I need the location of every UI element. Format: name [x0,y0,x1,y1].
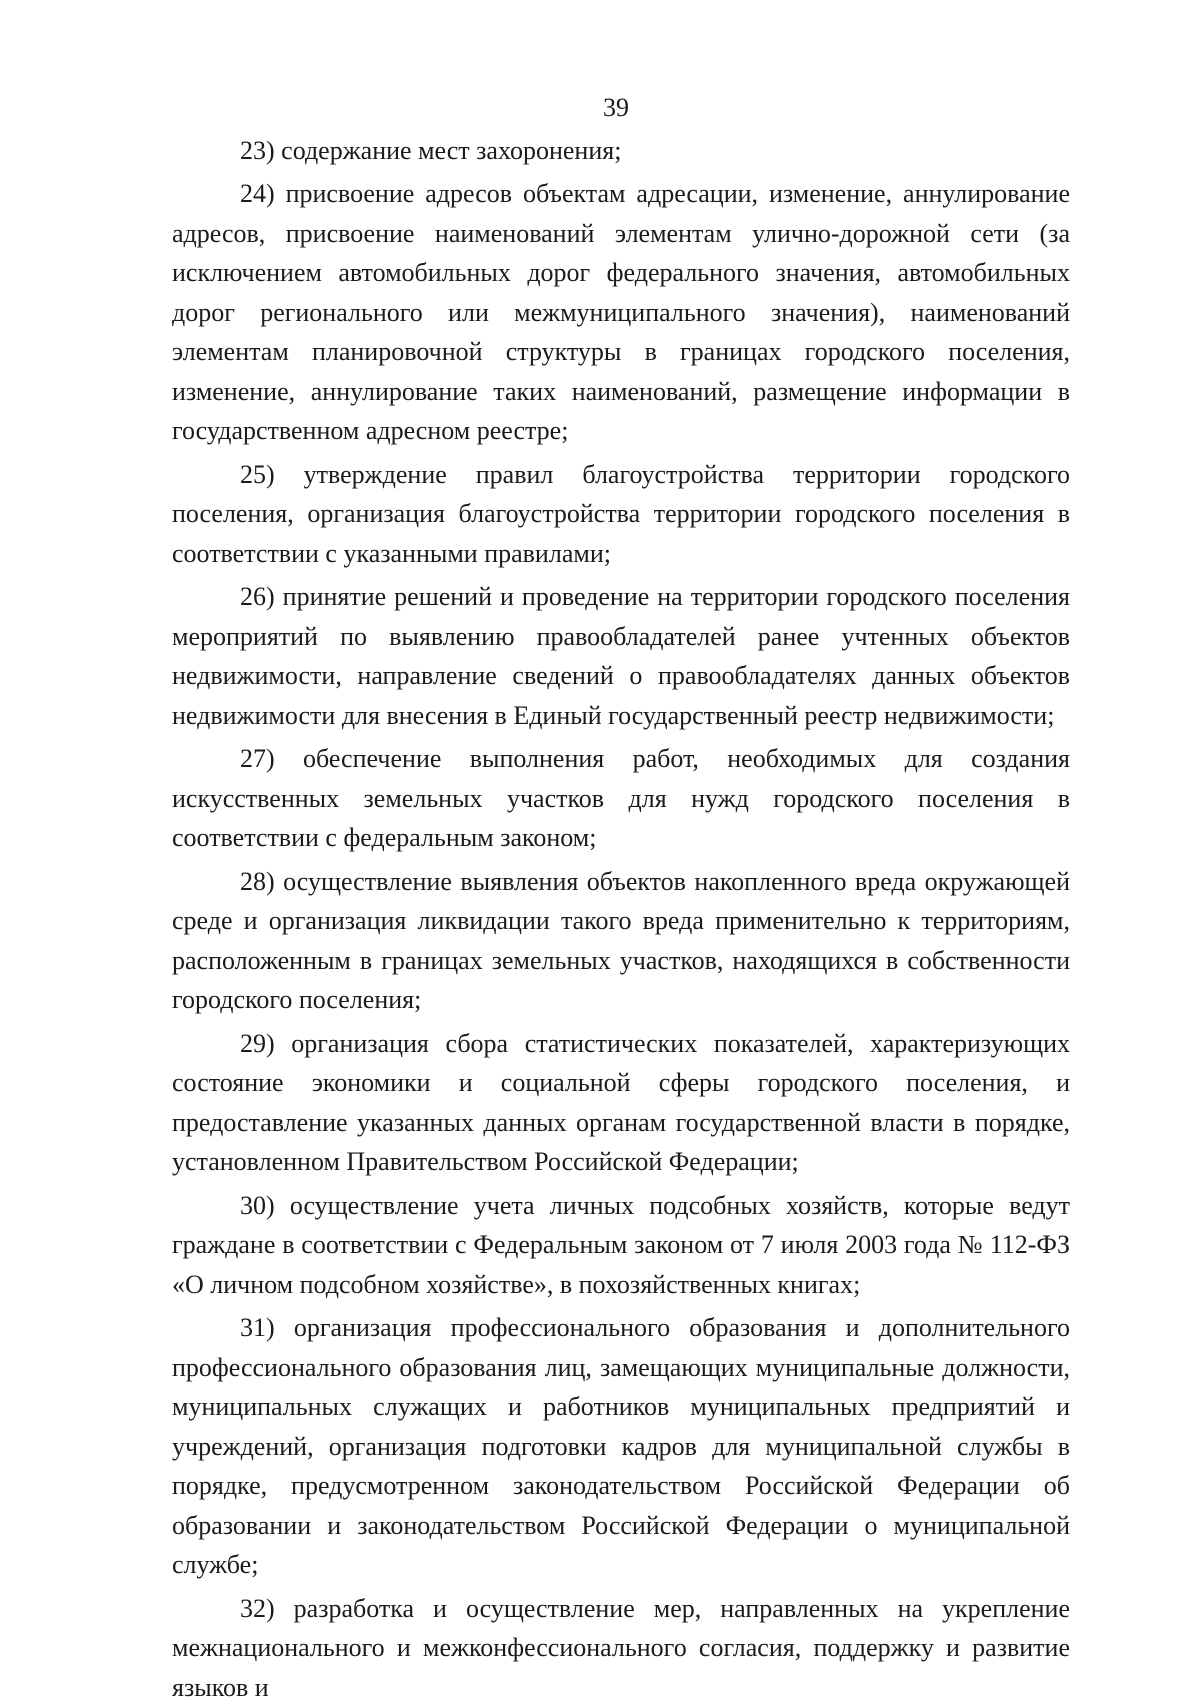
paragraph-item-25: 25) утверждение правил благоустройства территории городского поселения, организация благоустройства территории городского поселения в соответствии с указанными правилами; [172,455,1070,574]
paragraph-item-26: 26) принятие решений и проведение на территории городского поселения мероприятий по выявлению правообладателей ранее учтенных объектов недвижимости, направление сведений о правообладателях данных объектов недвижимости для внесения в Единый государственный реестр недвижимости; [172,577,1070,735]
paragraph-item-24: 24) присвоение адресов объектам адресации, изменение, аннулирование адресов, присвоение наименований элементам улично-дорожной сети (за исключением автомобильных дорог федерального значения, автомобильных дорог регионального или межмуниципального значения), наименований элементам планировочной структуры в границах городского поселения, изменение, аннулирование таких наименований, размещение информации в государственном адресном реестре; [172,174,1070,451]
paragraph-item-30: 30) осуществление учета личных подсобных хозяйств, которые ведут граждане в соответствии с Федеральным законом от 7 июля 2003 года № 112-ФЗ «О личном подсобном хозяйстве», в похозяйственных книгах; [172,1186,1070,1305]
paragraph-item-23: 23) содержание мест захоронения; [172,131,1070,171]
page-number: 39 [172,88,1070,128]
paragraph-item-32: 32) разработка и осуществление мер, направленных на укрепление межнационального и межконфессионального согласия, поддержку и развитие языков и [172,1589,1070,1707]
paragraph-item-31: 31) организация профессионального образования и дополнительного профессионального образования лиц, замещающих муниципальные должности, муниципальных служащих и работников муниципальных предприятий и учреждений, организация подготовки кадров для муниципальной службы в порядке, предусмотренном законодательством Российской Федерации об образовании и законодательством Российской Федерации о муниципальной службе; [172,1308,1070,1585]
paragraph-item-28: 28) осуществление выявления объектов накопленного вреда окружающей среде и организация ликвидации такого вреда применительно к территориям, расположенным в границах земельных участков, находящихся в собственности городского поселения; [172,862,1070,1020]
paragraph-item-27: 27) обеспечение выполнения работ, необходимых для создания искусственных земельных участков для нужд городского поселения в соответствии с федеральным законом; [172,739,1070,858]
paragraph-item-29: 29) организация сбора статистических показателей, характеризующих состояние экономики и социальной сферы городского поселения, и предоставление указанных данных органам государственной власти в порядке, установленном Правительством Российской Федерации; [172,1024,1070,1182]
